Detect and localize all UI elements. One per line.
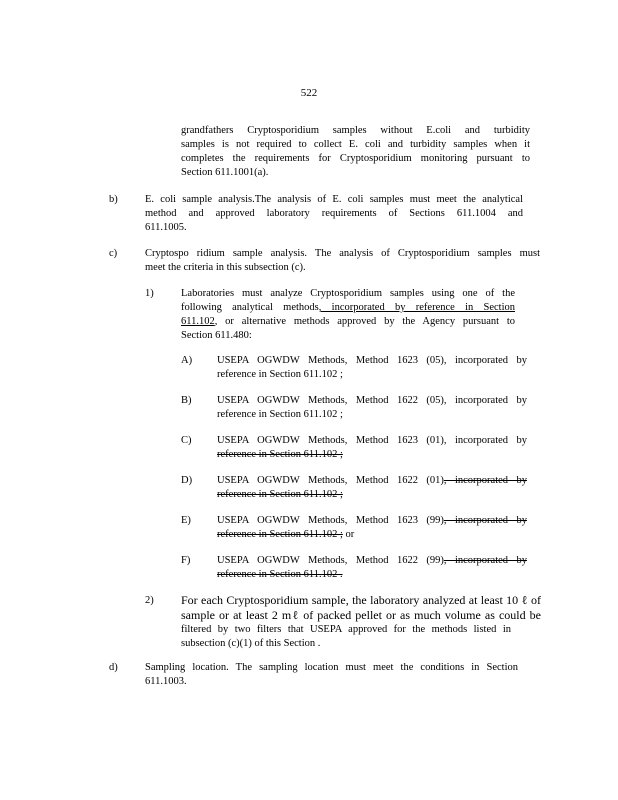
subitem-1-marker: 1) (145, 288, 154, 299)
method-tail: , incorporated by (443, 395, 527, 406)
subitem-2-paragraph (181, 593, 541, 651)
method-text: USEPA OGWDW Methods, Method 1622 (01) (217, 475, 444, 486)
method-line (217, 354, 527, 368)
underlined-insertion: , incorporated by reference in Section (318, 302, 515, 313)
method-tail: , incorporated by (443, 355, 527, 366)
item-b-line: method and approved laboratory requirements of Sections 611.1004 and (145, 208, 523, 219)
method-marker: C) (181, 435, 192, 446)
method-line (217, 474, 527, 488)
method-line: reference in Section 611.102 ; (217, 409, 343, 420)
method-marker: B) (181, 395, 192, 406)
method-marker: A) (181, 355, 193, 366)
subitem-2-line: filtered by two filters that USEPA approved for the methods listed in (181, 624, 511, 635)
subitem-2-marker: 2) (145, 595, 154, 606)
method-line (217, 448, 527, 462)
method-text: USEPA OGWDW Methods, Method 1622 (99) (217, 555, 444, 566)
method-line (217, 514, 527, 528)
method-marker: D) (181, 475, 193, 486)
subitem-1-line (181, 301, 515, 315)
method-text: USEPA OGWDW Methods, Method 1623 (05) (217, 355, 444, 366)
item-b-line: E. coli sample analysis.The analysis of E. coli samples must meet the analytical (145, 194, 523, 205)
line-text: following analytical methods (181, 302, 319, 313)
struck-text: , incorporated by (443, 515, 527, 526)
line-text: , or alternative methods approved by the Agency pursuant to (214, 316, 515, 327)
item-c-paragraph (145, 247, 540, 275)
subitem-1-line (181, 315, 515, 329)
method-item (217, 434, 527, 462)
item-c-line: Cryptospo ridium sample analysis. The analysis of Cryptosporidium samples must (145, 248, 540, 259)
method-line (217, 434, 527, 448)
intro-paragraph (181, 124, 530, 180)
item-b-line: 611.1005. (145, 222, 187, 233)
method-marker: E) (181, 515, 191, 526)
item-b-paragraph (145, 193, 523, 235)
item-b-marker: b) (109, 194, 118, 205)
method-line (217, 568, 527, 582)
struck-text: reference in Section 611.102 ; (217, 449, 343, 460)
subitem-2-line: subsection (c)(1) of this Section . (181, 638, 321, 649)
item-d-paragraph (145, 661, 518, 689)
intro-line: samples is not required to collect E. coli and turbidity samples when it (181, 139, 530, 150)
method-text: USEPA OGWDW Methods, Method 1623 (01) (217, 435, 444, 446)
item-d-line: Sampling location. The sampling location must meet the conditions in Section (145, 662, 518, 673)
struck-text: reference in Section 611.102 . (217, 569, 343, 580)
subitem-1-line: Section 611.480: (181, 330, 252, 341)
method-suffix: or (342, 529, 355, 540)
underlined-insertion: 611.102 (181, 316, 215, 327)
method-item (217, 354, 527, 382)
method-line (217, 554, 527, 568)
method-text: USEPA OGWDW Methods, Method 1623 (99) (217, 515, 444, 526)
method-item (217, 554, 527, 582)
method-item (217, 514, 527, 542)
intro-line: completes the requirements for Cryptosporidium monitoring pursuant to (181, 153, 530, 164)
method-tail: , incorporated by (443, 435, 527, 446)
method-item (217, 474, 527, 502)
method-marker: F) (181, 555, 191, 566)
intro-line: grandfathers Cryptosporidium samples without E.coli and turbidity (181, 125, 530, 136)
method-item (217, 394, 527, 422)
item-c-marker: c) (109, 248, 118, 259)
subitem-1-line: Laboratories must analyze Cryptosporidium samples using one of the (181, 288, 515, 299)
item-d-marker: d) (109, 662, 118, 673)
method-line (217, 488, 527, 502)
method-line (217, 528, 527, 542)
struck-text: reference in Section 611.102 ; (217, 489, 343, 500)
method-line: reference in Section 611.102 ; (217, 369, 343, 380)
item-c-line: meet the criteria in this subsection (c). (145, 262, 306, 273)
struck-text: reference in Section 611.102 ; (217, 529, 343, 540)
item-d-line: 611.1003. (145, 676, 187, 687)
method-text: USEPA OGWDW Methods, Method 1622 (05) (217, 395, 444, 406)
page-number: 522 (300, 87, 318, 99)
intro-line: Section 611.1001(a). (181, 167, 269, 178)
method-line (217, 394, 527, 408)
struck-text: , incorporated by (443, 555, 527, 566)
subitem-2-line: For each Cryptosporidium sample, the laboratory analyzed at least 10 ℓ of (181, 593, 541, 607)
struck-text: , incorporated by (443, 475, 527, 486)
subitem-1-paragraph (181, 287, 515, 343)
subitem-2-line: sample or at least 2 mℓ of packed pellet or as much volume as could be (181, 608, 541, 622)
